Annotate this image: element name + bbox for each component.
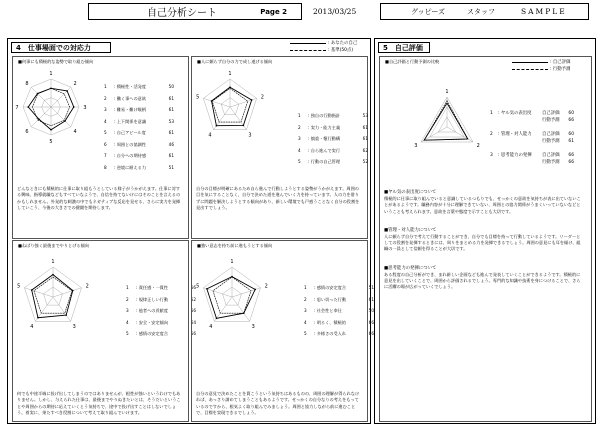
panel-title: ■強い意志を持ち前に進もうとする傾向 bbox=[197, 243, 273, 248]
radar-point bbox=[231, 276, 233, 278]
score-item-number: 1 bbox=[298, 113, 301, 118]
radar-point bbox=[64, 120, 66, 122]
score-item-value: 64 bbox=[190, 319, 196, 325]
evaluation-item-number: 3 bbox=[490, 153, 493, 158]
legend-self-eval: : 自己評価 bbox=[550, 60, 571, 65]
evaluation-item-number: 2 bbox=[490, 132, 493, 137]
evaluation-item-label bbox=[498, 160, 542, 167]
radar-point bbox=[65, 314, 67, 316]
radar-axis-label: 1 bbox=[445, 88, 449, 95]
score-item-number: 2 bbox=[126, 296, 129, 302]
score-item-label: : 感情の安定度合 bbox=[314, 285, 347, 290]
score-item-number: 1 bbox=[104, 84, 107, 89]
radar-point bbox=[229, 86, 231, 88]
panel-title: ■自己評価と行動予測の比較 bbox=[385, 59, 440, 64]
score-item-value: 66 bbox=[368, 331, 374, 336]
radar-self-line bbox=[207, 277, 255, 319]
score-item bbox=[104, 162, 174, 174]
profile-box bbox=[380, 3, 589, 20]
radar-axis-label: 6 bbox=[25, 128, 29, 135]
score-item-value: 66 bbox=[368, 319, 374, 325]
panel-comment: 自分の意見で決めたことを貫こうという気持ちはあるものの、周囲の理解が得られなければ、あっさり諦めてしまうこともあるようです。せっかくの自分なりの考えをもっているのですから、根気よく取り組んでみましょう。周囲と協力しながら前に進むことで、目標を実現できるでしょう。 bbox=[196, 391, 360, 415]
score-item bbox=[298, 156, 368, 168]
score-item-value: 61 bbox=[168, 153, 174, 158]
score-item-number: 3 bbox=[304, 308, 307, 313]
score-list bbox=[298, 110, 368, 168]
radar-point bbox=[27, 106, 29, 108]
score-item bbox=[304, 305, 374, 317]
score-item-label: : 周囲との協調性 bbox=[114, 141, 147, 147]
radar-axis-label: 8 bbox=[25, 80, 29, 87]
comment-text: 人に頼らず自分で考えて行動することができ、自分でも目標を持って行動しているようです。リーダーとしての役割を発揮するときには、周りをまとめる力を発揮できるでしょう。周囲の意見にも耳を傾け、組織の一員として信頼を得ることが大切です。 bbox=[384, 233, 581, 252]
evaluation-row-kind: 自己評価 bbox=[542, 153, 560, 158]
sheet-title: 自己分析シート bbox=[147, 8, 217, 19]
score-list bbox=[104, 81, 174, 173]
radar-axis-label: 4 bbox=[73, 128, 77, 135]
evaluation-item-label: : 思考能力の発揮 bbox=[498, 153, 532, 158]
score-item-number: 5 bbox=[126, 331, 129, 336]
evaluation-item-number: 1 bbox=[490, 111, 493, 116]
evaluation-item bbox=[490, 153, 574, 166]
score-item bbox=[104, 93, 174, 105]
score-item-value: 61 bbox=[168, 130, 174, 135]
legend-prediction: : 行動予測 bbox=[550, 67, 571, 72]
score-item-number: 5 bbox=[304, 331, 307, 336]
panel-strong-will bbox=[191, 240, 374, 422]
radar-axis-label: 7 bbox=[15, 104, 19, 111]
score-item bbox=[104, 81, 174, 93]
panel-self-evaluation bbox=[379, 56, 592, 422]
score-item-number: 2 bbox=[104, 95, 107, 101]
score-item bbox=[104, 150, 174, 162]
score-item-label: : 自分への期待感 bbox=[114, 153, 147, 158]
evaluation-row-value: 66 bbox=[568, 117, 574, 123]
score-item-label: : 積極性・活発度 bbox=[114, 84, 147, 89]
evaluation-item-label bbox=[498, 139, 542, 146]
score-item-label: : 社会性と奉仕 bbox=[314, 308, 342, 313]
score-item-label: : 責任感・一貫性 bbox=[136, 285, 169, 290]
score-item-value: 51 bbox=[368, 285, 374, 290]
score-item-number: 1 bbox=[126, 285, 129, 290]
score-item bbox=[126, 305, 196, 317]
radar-point bbox=[243, 312, 245, 314]
panel-proactive bbox=[12, 56, 189, 239]
score-item bbox=[298, 145, 368, 157]
radar-axis-label: 5 bbox=[49, 138, 53, 145]
section-5-legend bbox=[512, 59, 570, 73]
comment-text: ある程度の自己分析ができ、まれ新しい企画なども進んで発表していくことができるようです。積極的に意見を出していくことで、周囲から評価されるでしょう。専門的な知識や技術を身につけることで、さらに活躍の場が広がっていくでしょう。 bbox=[384, 271, 581, 290]
score-item-value: 53 bbox=[168, 118, 174, 124]
evaluation-row-value: 60 bbox=[568, 132, 574, 137]
evaluation-row-value: 61 bbox=[568, 138, 574, 144]
score-item-number: 3 bbox=[126, 308, 129, 313]
panel-persistent bbox=[12, 240, 196, 422]
radar-point bbox=[251, 99, 253, 101]
score-item-label: : 明るく、積極的 bbox=[314, 319, 346, 325]
score-item-label: : 実力・能力主義 bbox=[308, 124, 341, 130]
evaluation-row-kind: 自己評価 bbox=[542, 132, 560, 137]
radar-axis-label: 3 bbox=[414, 142, 418, 149]
comment-heading: ■ヤル気の表出度について bbox=[384, 190, 437, 195]
radar-point bbox=[66, 90, 68, 92]
score-item-number: 3 bbox=[104, 107, 107, 112]
score-item bbox=[126, 282, 196, 294]
score-item-value: 50 bbox=[368, 308, 374, 313]
evaluation-item bbox=[490, 132, 574, 145]
radar-axis-label: 4 bbox=[209, 323, 213, 330]
score-item-value: 61 bbox=[168, 107, 174, 112]
radar-point bbox=[50, 129, 52, 131]
radar-point bbox=[52, 274, 54, 276]
radar-point bbox=[73, 106, 75, 108]
score-item-label: : 自己アピール度 bbox=[114, 130, 146, 135]
score-item-number: 6 bbox=[104, 141, 107, 147]
panel-comment: 自分の目標が明確にあるため自ら進んで行動しようとする姿勢がうかがえます。周囲の目を気にすることなく、自分で決めた道を進んでいく力を持っています。人の力を借りずに問題を解決しようとする傾向があり、新しい環境でも戸惑うことなく自分の役割を見出すでしょう。 bbox=[196, 186, 360, 210]
evaluation-item-label bbox=[498, 118, 542, 125]
comment-text: 積極的に仕事に取り組んでいると意識しているつもりでも、せっかくの意欲を気持ちが表に出ていないことがあるようです。職務内容が十分に理解できていない、周囲との協力関係がうまくいっていないなどということも考えられます。意欲を言葉や態度で示すことも大切です。 bbox=[384, 196, 581, 214]
radar-chart bbox=[13, 249, 98, 344]
comment-heading: ■思考能力の発揮について bbox=[384, 265, 437, 271]
score-item-label: : 自ら進んで実行 bbox=[308, 147, 341, 153]
score-item-value: 61 bbox=[368, 296, 374, 302]
evaluation-list bbox=[490, 111, 574, 174]
score-item bbox=[104, 104, 174, 116]
radar-axis-label: 1 bbox=[228, 70, 232, 77]
score-item-label: : 行動の自己管理 bbox=[308, 159, 341, 164]
radar-axis bbox=[232, 288, 261, 297]
score-item bbox=[298, 122, 368, 134]
score-item-number: 5 bbox=[104, 130, 107, 135]
radar-axis bbox=[214, 297, 232, 321]
evaluation-row-kind: 行動予測 bbox=[542, 138, 560, 144]
score-list bbox=[304, 282, 374, 340]
score-item-label: : 感情の安定度合 bbox=[136, 331, 169, 336]
radar-point bbox=[216, 318, 218, 320]
radar-axis-label: 4 bbox=[30, 323, 34, 330]
score-item-number: 5 bbox=[298, 159, 301, 164]
radar-axis bbox=[53, 288, 82, 297]
evaluation-row-value: 66 bbox=[568, 159, 574, 165]
radar-point bbox=[216, 125, 218, 127]
evaluation-row-kind: 行動予測 bbox=[542, 117, 560, 123]
score-item-value: 52 bbox=[190, 296, 196, 302]
panel-comment: どんなときにも積極的に仕事に取り組もうとしている様子がうかがえます。仕事に対する興味、指導就職などもすべていなようで、自信を持てないけにはそのことを言えるのかもしれません。外発的な刺激の中でもネガティブな反応を見せる、さらに実力を発揮していこう、今後の大きさでの健闘を期待します。 bbox=[17, 186, 181, 210]
radar-self-line bbox=[32, 275, 73, 318]
radar-axis-label: 5 bbox=[196, 283, 200, 290]
evaluation-item-number bbox=[490, 160, 498, 167]
radar-axis bbox=[230, 98, 257, 107]
evaluation-row-kind: 自己評価 bbox=[542, 111, 560, 116]
radar-axis-label: 3 bbox=[83, 104, 87, 111]
evaluation-item-label: : ヤル気の表出度 bbox=[498, 111, 532, 116]
score-item bbox=[304, 328, 374, 340]
radar-point bbox=[38, 118, 40, 120]
radar-point bbox=[72, 290, 74, 292]
section-4-title: 4 仕事場面での対応力 bbox=[11, 42, 111, 53]
radar-axis bbox=[24, 288, 53, 297]
sheet-title-box bbox=[88, 3, 302, 20]
score-item-value: 56 bbox=[190, 285, 196, 290]
radar-point bbox=[206, 288, 208, 290]
score-item-value: 61 bbox=[168, 95, 174, 101]
score-item bbox=[104, 116, 174, 128]
radar-axis-label: 1 bbox=[49, 70, 53, 77]
radar-axis bbox=[31, 87, 51, 107]
radar-chart bbox=[13, 65, 98, 157]
radar-axis-label: 1 bbox=[230, 258, 234, 265]
score-item-value: 53 bbox=[362, 113, 368, 118]
score-item-label: : 思い切った行動 bbox=[314, 296, 347, 302]
radar-point bbox=[37, 93, 39, 95]
panel-title: ■人に頼らず自分の力で成し遂げる傾向 bbox=[197, 59, 273, 64]
radar-point bbox=[31, 289, 33, 291]
score-item-label: : 慎重・懐行動構 bbox=[308, 136, 341, 141]
score-item bbox=[104, 127, 174, 139]
radar-axis bbox=[232, 297, 250, 321]
score-item-number: 1 bbox=[304, 285, 307, 290]
report-date: 2013/03/25 bbox=[313, 7, 357, 16]
section-4 bbox=[7, 38, 374, 424]
radar-point bbox=[37, 317, 39, 319]
section-5 bbox=[374, 38, 596, 424]
radar-axis-label: 2 bbox=[260, 94, 264, 101]
radar-chart bbox=[192, 249, 277, 344]
evaluation-item-label: : 管理・対人能力 bbox=[498, 132, 532, 137]
score-item-label: : 上下関係を意識 bbox=[114, 118, 147, 124]
evaluation-row-kind: 行動予測 bbox=[542, 159, 560, 165]
score-list bbox=[126, 282, 196, 340]
evaluation-row-value: 60 bbox=[568, 111, 574, 116]
panel-title: ■ねばり強く最後までやりとげる傾向 bbox=[18, 243, 89, 248]
score-item-value: 46 bbox=[168, 141, 174, 147]
panel-title: ■何事にも積極的な姿勢で取り組む傾向 bbox=[18, 59, 94, 64]
score-item-label: : 安全・安定傾向 bbox=[136, 319, 169, 325]
radar-axis-label: 3 bbox=[72, 323, 76, 330]
company-name: グッピーズ bbox=[411, 7, 446, 16]
radar-axis-label: 3 bbox=[251, 323, 255, 330]
score-item-value: 61 bbox=[362, 124, 368, 130]
score-item-number: 4 bbox=[104, 118, 107, 124]
score-item-number: 7 bbox=[104, 153, 107, 158]
score-item-number: 2 bbox=[304, 296, 307, 302]
page-number: Page 2 bbox=[260, 7, 287, 16]
score-item bbox=[126, 317, 196, 329]
section-4-legend bbox=[290, 40, 357, 54]
score-item-label: : 多様さの受入れ bbox=[314, 331, 347, 336]
radar-prediction-line bbox=[424, 101, 468, 141]
score-item-number: 4 bbox=[126, 319, 129, 325]
score-item-value: 61 bbox=[362, 136, 368, 141]
score-item-label: : 規律正しい行動 bbox=[136, 296, 169, 302]
radar-axis-label: 1 bbox=[51, 258, 55, 265]
score-item-value: 50 bbox=[168, 84, 174, 89]
score-item-number: 4 bbox=[298, 147, 301, 153]
score-item-value: 62 bbox=[362, 147, 368, 153]
evaluation-item-number bbox=[490, 139, 498, 146]
person-name: SAMPLE bbox=[521, 7, 567, 16]
evaluation-item bbox=[490, 111, 574, 124]
radar-point bbox=[243, 125, 245, 127]
score-item bbox=[126, 294, 196, 306]
score-item-value: 51 bbox=[168, 164, 174, 170]
section-5-title: 5 自己評価 bbox=[378, 42, 430, 53]
radar-axis-label: 4 bbox=[208, 132, 212, 139]
radar-axis-label: 2 bbox=[73, 80, 77, 87]
score-item bbox=[298, 110, 368, 122]
score-item-number: 3 bbox=[298, 136, 301, 141]
triangle-radar-chart bbox=[412, 83, 482, 163]
radar-axis-label: 3 bbox=[248, 132, 252, 139]
legend-self: : あなたの自己 bbox=[328, 41, 358, 46]
score-item-number: 2 bbox=[298, 124, 301, 130]
score-item bbox=[126, 328, 196, 340]
score-item-label: : 逆境に耐える力 bbox=[114, 164, 147, 170]
score-item-number: 4 bbox=[304, 319, 307, 325]
score-item bbox=[304, 294, 374, 306]
radar-axis-label: 5 bbox=[17, 283, 21, 290]
score-item-label: : 難易・難け喉柄 bbox=[114, 107, 147, 112]
score-item-label: : 働く事への意欲 bbox=[114, 95, 147, 101]
radar-axis-label: 2 bbox=[264, 283, 268, 290]
evaluation-row-value: 66 bbox=[568, 153, 574, 158]
radar-point bbox=[254, 289, 256, 291]
score-item-value: 56 bbox=[190, 308, 196, 313]
radar-axis bbox=[230, 107, 246, 130]
radar-chart bbox=[192, 65, 277, 157]
radar-axis-label: 2 bbox=[476, 142, 480, 149]
radar-point bbox=[211, 100, 213, 102]
score-item-label: : 独自の行動指針 bbox=[308, 113, 341, 118]
score-item bbox=[304, 317, 374, 329]
score-item-value: 56 bbox=[190, 331, 196, 336]
radar-axis bbox=[31, 107, 51, 127]
role-name: スタッフ bbox=[467, 7, 495, 16]
score-item bbox=[104, 139, 174, 151]
panel-independent bbox=[191, 56, 368, 239]
score-item-number: 8 bbox=[104, 164, 107, 170]
legend-reference: : 基準(50点) bbox=[328, 48, 354, 53]
score-item bbox=[304, 282, 374, 294]
score-item-label: : 他者への貢献度 bbox=[136, 308, 169, 313]
score-item bbox=[298, 133, 368, 145]
radar-axis-label: 5 bbox=[196, 94, 200, 101]
radar-point bbox=[50, 88, 52, 90]
panel-comment: 何でも中途半端に投げ出してしまうのではありませんが、根性が強いというわけでもありません。しかし、与えられた仕事は、最後までやりぬきたいとは、そうだいということや周囲からの期待に応えていくとう気持ちで、途中で投げ出すことはしないでしょう。着実に、果たすべき役割について考えて取り組んでいけます。 bbox=[17, 391, 181, 415]
radar-axis bbox=[203, 98, 230, 107]
evaluation-item-number bbox=[490, 118, 498, 125]
evaluation-comments bbox=[384, 189, 584, 303]
radar-axis-label: 2 bbox=[85, 283, 89, 290]
comment-heading: ■管理・対人能力について bbox=[384, 227, 437, 233]
score-item-value: 52 bbox=[362, 159, 368, 164]
